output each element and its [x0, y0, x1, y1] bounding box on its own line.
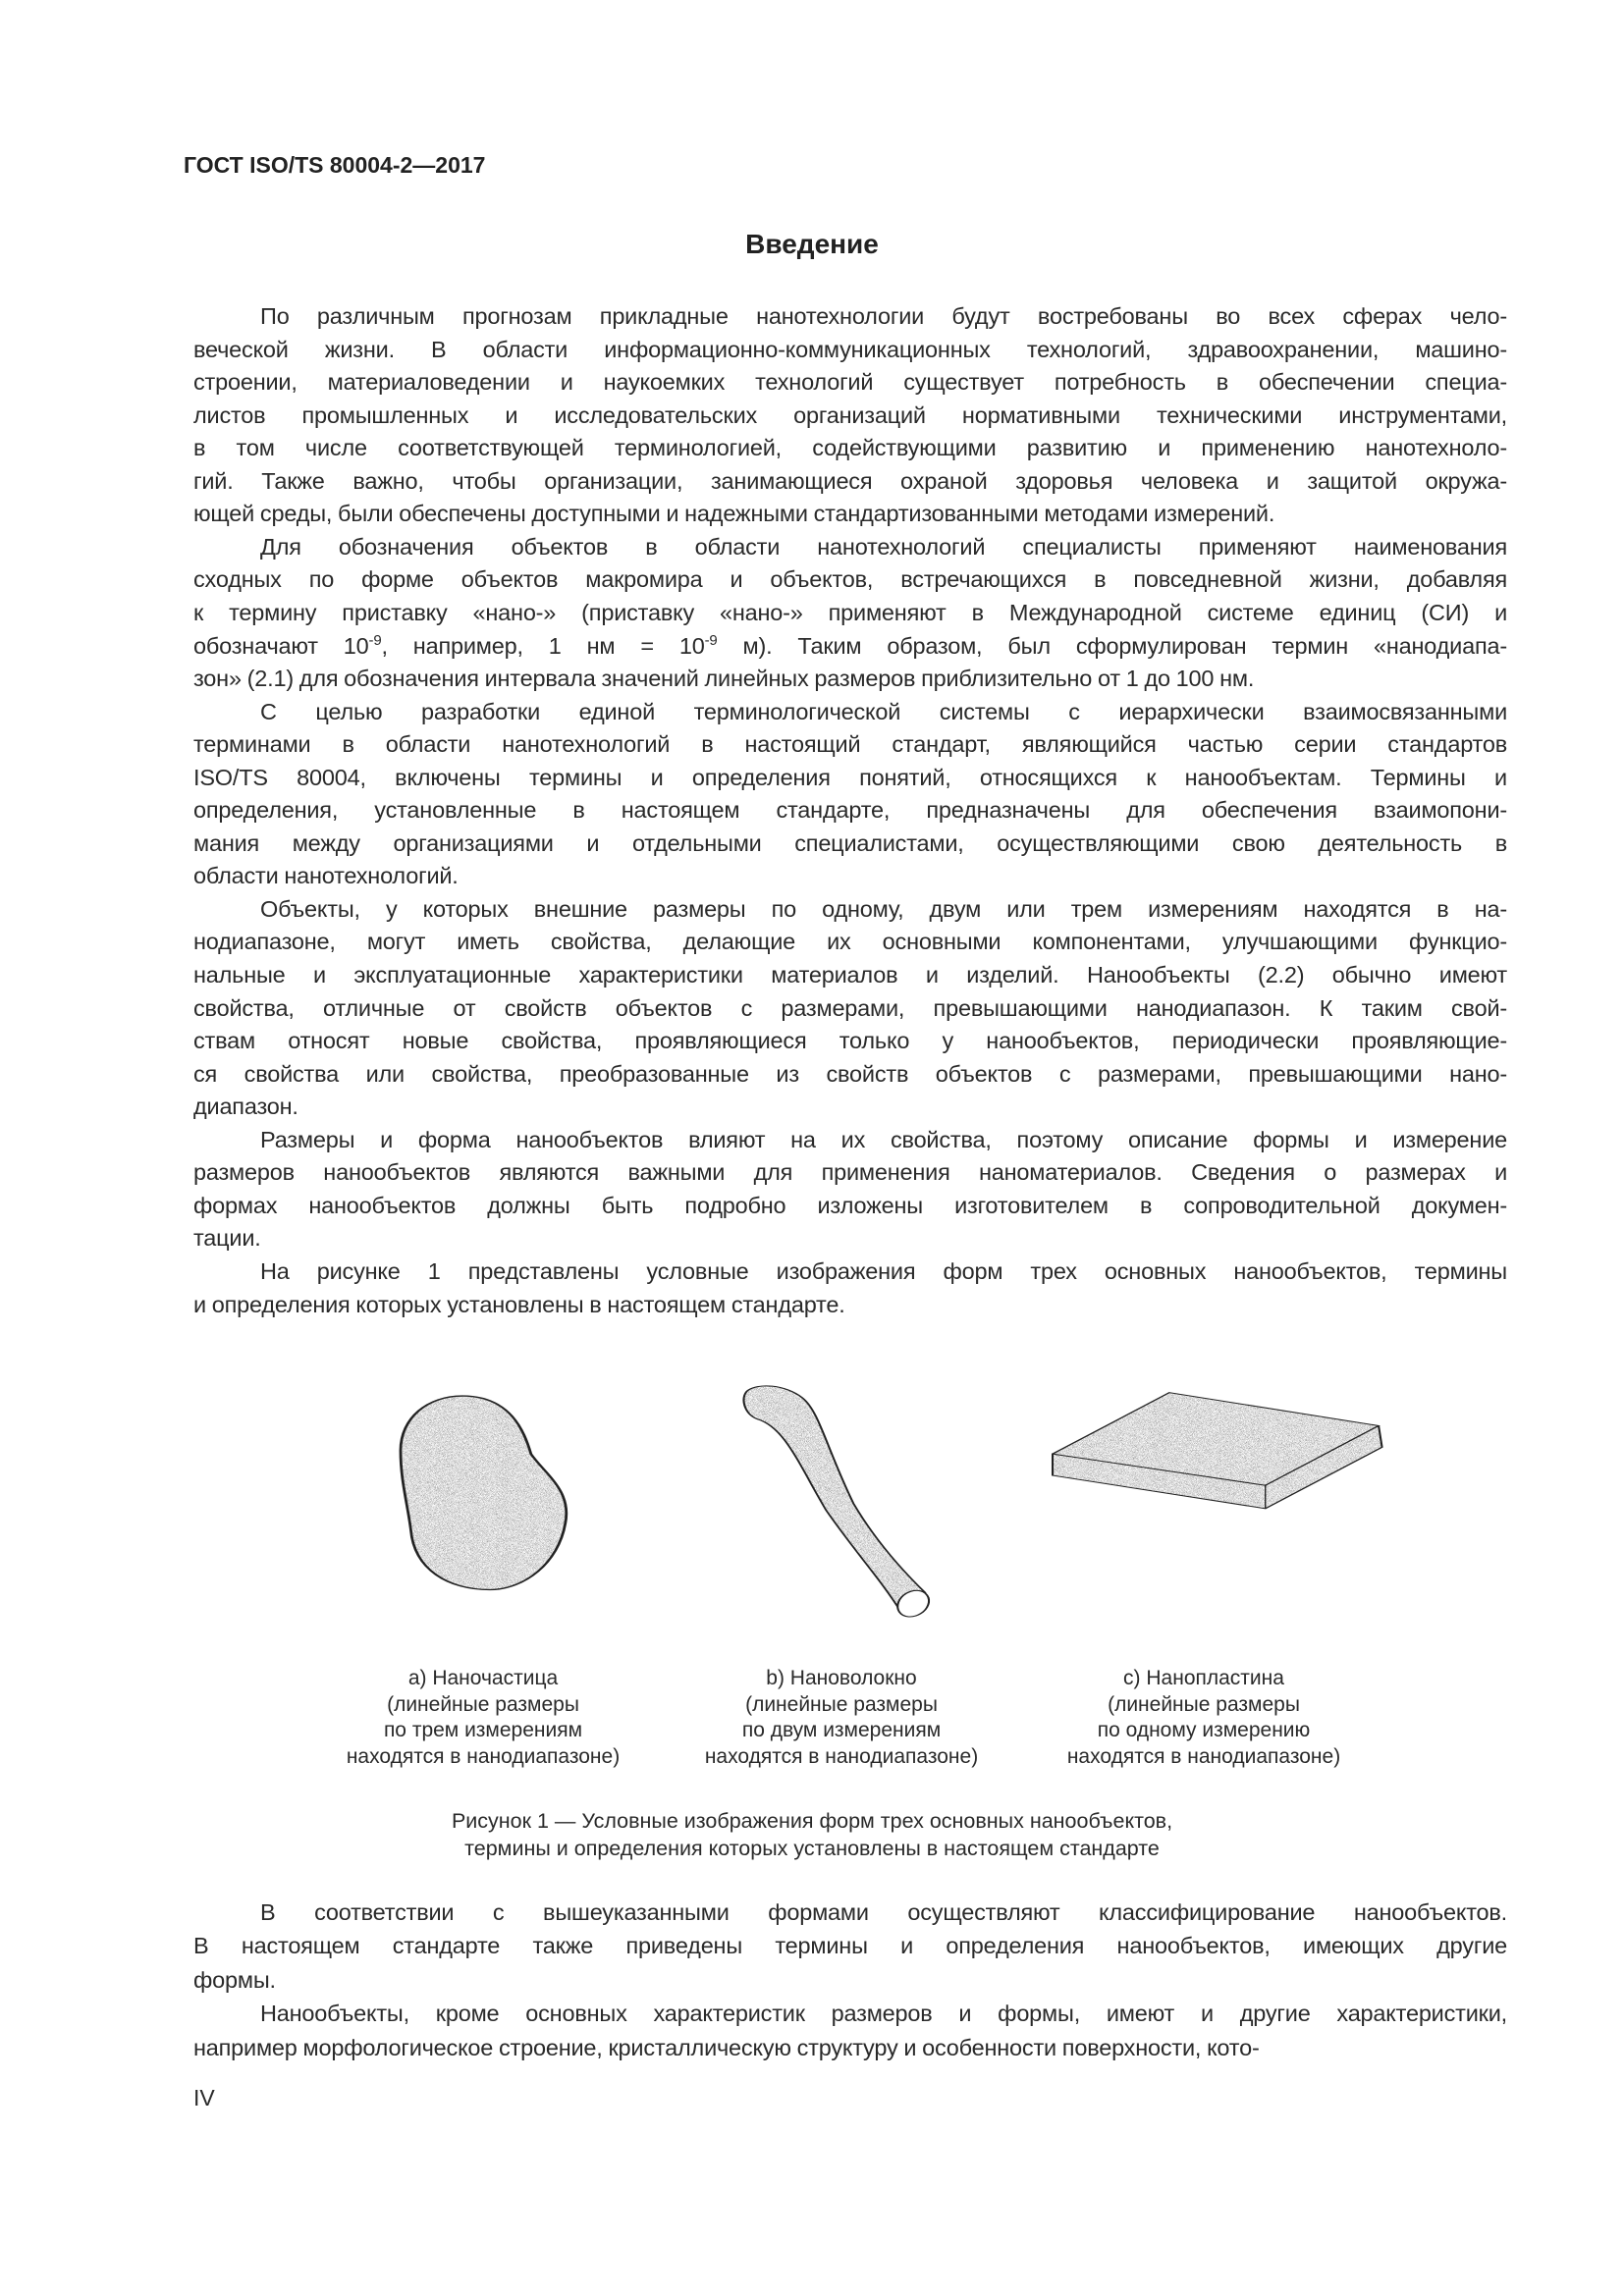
figure-label-line: с) Нанопластина [1123, 1667, 1284, 1689]
text-line: области нанотехнологий. [193, 863, 459, 889]
figure-1-illustrations [373, 1364, 1434, 1629]
superscript: -9 [704, 631, 718, 649]
text-line: нодиапазоне, могут иметь свойства, делающие их основными компонентами, улучшающими функцио- [193, 929, 1507, 955]
text-line: Для обозначения объектов в области нанотехнологий специалисты применяют наименования [260, 533, 1507, 560]
text-line: в том числе соответствующей терминологией, содействующими развитию и применению нанотехноло- [193, 435, 1507, 461]
text-line: По различным прогнозам прикладные нанотехнологии будут востребованы во всех сферах чело- [260, 303, 1507, 329]
figure-label-line: находятся в нанодиапазоне) [1066, 1745, 1341, 1769]
figure-label-line: по одному измерению [1097, 1719, 1311, 1742]
text-line: формы. [193, 1966, 276, 1993]
figure-label-line: (линейные размеры [387, 1692, 579, 1716]
figure-label-line: (линейные размеры [745, 1692, 938, 1716]
caption-line: термины и определения которых установлены в настоящем стандарте [464, 1837, 1160, 1860]
text-line: зон» (2.1) для обозначения интервала значений линейных размеров приблизительно от 1 до 100 нм. [193, 666, 1255, 692]
text-line: ствам относят новые свойства, проявляющиеся только у нанообъектов, периодически проявляющие- [193, 1028, 1507, 1054]
text-line: и определения которых установлены в настоящем стандарте. [193, 1291, 845, 1317]
text-segment: м). Таким образом, был сформулирован термин «нанодиапа- [717, 632, 1507, 659]
text-line: ся свойства или свойства, преобразованные из свойств объектов с размерами, превышающими нано- [193, 1060, 1507, 1087]
text-line: гий. Также важно, чтобы организации, занимающиеся охраной здоровья человека и защитой окружа- [193, 467, 1507, 494]
caption-line: Рисунок 1 — Условные изображения форм трех основных нанообъектов, [451, 1809, 1173, 1833]
text-line [193, 629, 1507, 663]
nanofiber-drawing [743, 1386, 933, 1618]
text-line: тации. [193, 1225, 261, 1252]
text-line: сходных по форме объектов макромира и объектов, встречающихся в повседневной жизни, добавляя [193, 566, 1507, 593]
text-line: Объекты, у которых внешние размеры по одному, двум или трем измерениям находятся в на- [260, 895, 1507, 922]
figure-label-line: а) Наночастица [407, 1667, 559, 1689]
text-line: Размеры и форма нанообъектов влияют на их свойства, поэтому описание формы и измерение [260, 1126, 1507, 1152]
nanoparticle-drawing [401, 1396, 567, 1589]
figure-label-line: по двум измерениям [741, 1719, 942, 1742]
text-line: ющей среды, были обеспечены доступными и надежными стандартизованными методами измерений. [193, 501, 1275, 527]
text-line: определения, установленные в настоящем стандарте, предназначены для обеспечения взаимопони- [193, 797, 1507, 824]
text-line: ISO/TS 80004, включены термины и определения понятий, относящихся к нанообъектам. Термины и [193, 764, 1507, 790]
text-line: мания между организациями и отдельными специалистами, осуществляющими свою деятельность в [193, 829, 1507, 856]
text-line: терминами в области нанотехнологий в настоящий стандарт, являющийся частью серии стандартов [193, 731, 1507, 758]
text-line: размеров нанообъектов являются важными для применения наноматериалов. Сведения о размерах и [193, 1159, 1507, 1186]
text-line: Нанообъекты, кроме основных характеристик размеров и формы, имеют и другие характеристики, [260, 2001, 1507, 2027]
text-line: листов промышленных и исследовательских организаций нормативными техническими инструментами, [193, 401, 1507, 428]
document-header: ГОСТ ISO/TS 80004-2—2017 [184, 152, 486, 178]
figure-label-line: b) Нановолокно [766, 1667, 917, 1689]
text-line: веческой жизни. В области информационно-коммуникационных технологий, здравоохранении, машино- [193, 336, 1507, 362]
text-segment: , например, 1 нм = 10 [381, 632, 705, 659]
text-line: строении, материаловедении и наукоемких технологий существует потребность в обеспечении специа- [193, 369, 1507, 396]
figure-label-line: находятся в нанодиапазоне) [346, 1745, 621, 1769]
text-line: формах нанообъектов должны быть подробно изложены изготовителем в сопроводительной докумен- [193, 1192, 1507, 1218]
text-line: свойства, отличные от свойств объектов с размерами, превышающими нанодиапазон. К таким свой- [193, 994, 1507, 1021]
text-line: например морфологическое строение, кристаллическую структуру и особенности поверхности, кото- [193, 2034, 1260, 2060]
text-line: нальные и эксплуатационные характеристики материалов и изделий. Нанообъекты (2.2) обычно имеют [193, 962, 1507, 988]
text-line: к термину приставку «нано-» (приставку «нано-» применяют в Международной системе единиц (СИ) и [193, 599, 1507, 625]
text-segment: обозначают 10 [193, 632, 369, 659]
nanoplate-drawing [1053, 1393, 1382, 1509]
figure-label-line: находятся в нанодиапазоне) [704, 1745, 979, 1769]
figure-label-line: по трем измерениям [383, 1719, 583, 1742]
text-line: В соответствии с вышеуказанными формами осуществляют классифицирование нанообъектов. [260, 1899, 1507, 1925]
text-line: В настоящем стандарте также приведены термины и определения нанообъектов, имеющих другие [193, 1933, 1507, 1959]
section-title: Введение [745, 229, 879, 259]
text-line: диапазон. [193, 1094, 298, 1120]
superscript: -9 [368, 631, 382, 649]
figure-label-line: (линейные размеры [1108, 1692, 1300, 1716]
text-line: С целью разработки единой терминологической системы с иерархически взаимосвязанными [260, 698, 1507, 724]
page-number: IV [193, 2085, 215, 2110]
text-line: На рисунке 1 представлены условные изображения форм трех основных нанообъектов, термины [260, 1257, 1507, 1284]
